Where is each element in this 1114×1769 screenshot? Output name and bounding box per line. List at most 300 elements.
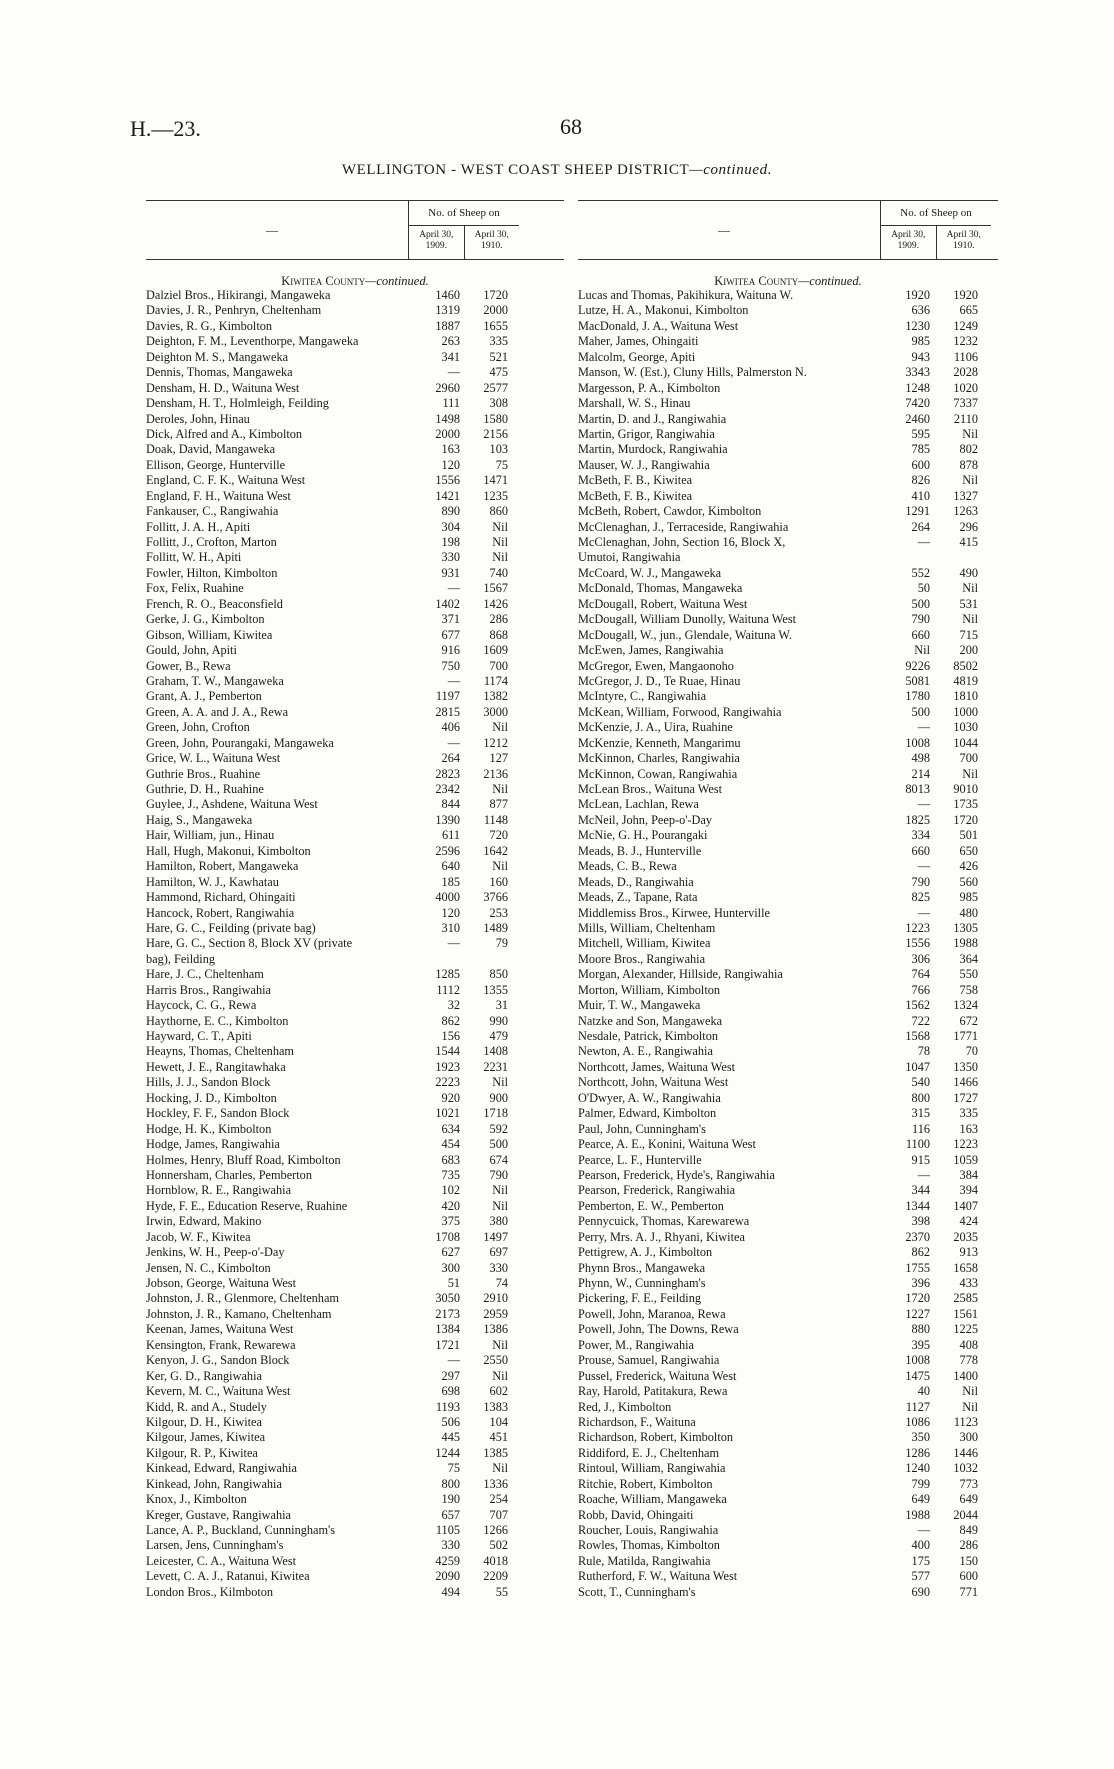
sheep-1910: 1232 (953, 334, 978, 349)
sheep-1909: 214 (911, 766, 930, 781)
owner-name: Moore Bros., Rangiwahia (578, 951, 706, 966)
sheep-1909: 185 (441, 874, 460, 889)
sheep-1909: 2173 (435, 1306, 460, 1321)
owner-name: Hare, G. C., Section 8, Block XV (private (146, 936, 353, 951)
sheep-1909: — (917, 1523, 930, 1537)
sheep-1910: 790 (489, 1167, 508, 1182)
owner-name: England, F. H., Waituna West (146, 488, 291, 503)
sheep-1909: 163 (441, 442, 460, 457)
sheep-count-header: No. of Sheep on April 30, 1909. April 30, 1910. (408, 201, 519, 259)
table-row (578, 1430, 998, 1445)
table-row (578, 921, 998, 936)
owner-name: McKenzie, J. A., Uira, Ruahine (578, 720, 733, 735)
table-row (578, 396, 998, 411)
sheep-1909: 920 (441, 1090, 460, 1105)
sheep-1910: 79 (495, 936, 508, 951)
sheep-1910: 1567 (483, 581, 508, 596)
sheep-1909: 1708 (435, 1229, 460, 1244)
sheep-1910: 1324 (953, 998, 978, 1013)
sheep-1909: 4259 (435, 1553, 460, 1568)
sheep-1909: 297 (441, 1368, 460, 1383)
owner-name: Pennycuick, Thomas, Karewarewa (578, 1214, 750, 1229)
right-table-header (578, 201, 998, 260)
sheep-1910: 286 (489, 612, 508, 627)
owner-name: Mauser, W. J., Rangiwahia (578, 457, 710, 472)
owner-name: McKean, William, Forwood, Rangiwahia (578, 704, 782, 719)
table-row (578, 1261, 998, 1276)
sheep-1910: 74 (495, 1276, 508, 1290)
sheep-1910: 773 (959, 1476, 978, 1491)
table-row (578, 1168, 998, 1183)
sheep-1909: 2460 (905, 411, 930, 426)
table-row (578, 442, 998, 457)
table-row (578, 504, 998, 519)
header-blank: — (718, 223, 730, 237)
owner-name: Hornblow, R. E., Rangiwahia (146, 1183, 292, 1198)
owner-name: Hocking, J. D., Kimbolton (146, 1090, 277, 1105)
table-row (146, 1353, 564, 1368)
sheep-1910: 3000 (483, 704, 508, 719)
table-row (146, 1183, 564, 1198)
sheep-1910: 451 (489, 1430, 508, 1445)
table-row (146, 906, 564, 921)
sheep-1909: 8013 (905, 782, 930, 796)
sheep-1910: Nil (492, 1183, 508, 1198)
owner-name: Ker, G. D., Rangiwahia (146, 1368, 262, 1383)
sheep-1909: 1227 (905, 1306, 930, 1321)
table-row (578, 1353, 998, 1368)
sheep-1909: 800 (441, 1476, 460, 1491)
sheep-1910: 479 (489, 1029, 508, 1043)
sheep-1910: Nil (492, 519, 508, 534)
owner-name: McLean, Lachlan, Rewa (578, 797, 699, 812)
table-row (146, 1137, 564, 1152)
table-row (146, 1554, 564, 1569)
sheep-1910: 1920 (953, 288, 978, 302)
table-row (146, 921, 564, 936)
sheep-1910: 1235 (483, 488, 508, 503)
table-row (146, 736, 564, 751)
table-row (578, 1307, 998, 1322)
sheep-1909: 375 (441, 1214, 460, 1229)
sheep-1910: Nil (492, 782, 508, 796)
table-row (578, 1477, 998, 1492)
table-row (146, 983, 564, 998)
sheep-1909: 304 (441, 519, 460, 534)
sheep-1909: 1498 (435, 411, 460, 426)
table-row (146, 859, 564, 874)
sheep-1910: 2028 (953, 365, 978, 380)
sheep-1910: 700 (959, 751, 978, 766)
sheep-1909: 890 (441, 504, 460, 519)
table-row (146, 319, 564, 334)
table-row (146, 1014, 564, 1029)
sheep-1910: 1355 (483, 982, 508, 997)
sheep-1910: 1497 (483, 1229, 508, 1244)
sheep-1910: 1642 (483, 843, 508, 858)
owner-name: Scott, T., Cunningham's (578, 1584, 696, 1599)
table-row (578, 350, 998, 365)
owner-name: London Bros., Kilmboton (146, 1584, 274, 1599)
sheep-1910: 602 (489, 1384, 508, 1399)
owner-name: Middlemiss Bros., Kirwee, Hunterville (578, 905, 770, 920)
sheep-1909: 1390 (435, 812, 460, 827)
table-row (146, 705, 564, 720)
sheep-1910: 802 (959, 442, 978, 457)
table-row (578, 1322, 998, 1337)
sheep-1909: 1475 (905, 1368, 930, 1383)
owner-name: Rule, Matilda, Rangiwahia (578, 1553, 711, 1568)
owner-name: Jenkins, W. H., Peep-o'-Day (146, 1245, 285, 1260)
table-row (146, 689, 564, 704)
owner-name: Lucas and Thomas, Pakihikura, Waituna W. (578, 288, 794, 302)
table-row (578, 535, 998, 550)
owner-name: Ellison, George, Hunterville (146, 457, 286, 472)
sheep-1909: 1230 (905, 318, 930, 333)
sheep-1910: 1471 (483, 473, 508, 488)
page-identifier: H.—23. (130, 116, 201, 141)
table-row (578, 1585, 998, 1600)
county-heading: Kiwitea County—continued. (714, 274, 862, 288)
sheep-1910: 1735 (953, 797, 978, 812)
sheep-1910: 8502 (953, 658, 978, 673)
sheep-1909: 735 (441, 1167, 460, 1182)
owner-name: Jobson, George, Waituna West (146, 1276, 297, 1290)
owner-name: Roache, William, Mangaweka (578, 1492, 727, 1507)
table-row (578, 1400, 998, 1415)
sheep-1909: 1105 (435, 1523, 460, 1537)
sheep-1909: 341 (441, 349, 460, 364)
sheep-1910: 1426 (483, 596, 508, 611)
sheep-1909: 78 (917, 1044, 930, 1059)
table-row (578, 1137, 998, 1152)
table-row (578, 1508, 998, 1523)
sheep-1909: 943 (911, 349, 930, 364)
sheep-1909: 120 (441, 457, 460, 472)
table-row (146, 1307, 564, 1322)
table-row (578, 875, 998, 890)
sheep-1909: 500 (911, 704, 930, 719)
sheep-1910: 850 (489, 967, 508, 982)
table-row (578, 612, 998, 627)
owner-name: Perry, Mrs. A. J., Rhyani, Kiwitea (578, 1229, 745, 1244)
sheep-1910: 160 (489, 874, 508, 889)
sheep-1910: Nil (492, 859, 508, 874)
table-row (578, 767, 998, 782)
owner-name: Gerke, J. G., Kimbolton (146, 612, 265, 627)
sheep-1909: 1568 (905, 1029, 930, 1043)
sheep-1909: — (917, 1167, 930, 1182)
owner-name: Hair, William, jun., Hinau (146, 828, 275, 843)
owner-name: McDonald, Thomas, Mangaweka (578, 581, 743, 596)
owner-name: Morgan, Alexander, Hillside, Rangiwahia (578, 967, 783, 982)
sheep-1910: 2231 (483, 1059, 508, 1074)
table-row (146, 489, 564, 504)
sheep-1910: 1446 (953, 1445, 978, 1460)
sheep-1909: 7420 (905, 396, 930, 411)
right-column (578, 200, 998, 1600)
table-row (578, 520, 998, 535)
owner-name: Rintoul, William, Rangiwahia (578, 1461, 726, 1476)
table-row (578, 597, 998, 612)
sheep-1910: 1720 (483, 288, 508, 302)
sheep-1909: 116 (912, 1121, 930, 1136)
sheep-1910: 649 (959, 1492, 978, 1507)
sheep-1910: 758 (959, 982, 978, 997)
sheep-1910: 849 (959, 1523, 978, 1537)
sheep-1909: 1544 (435, 1044, 460, 1059)
sheep-1909: 636 (911, 303, 930, 318)
sheep-1909: 1755 (905, 1260, 930, 1275)
sheep-1909: — (447, 673, 460, 688)
table-row (146, 1415, 564, 1430)
sheep-1910: 1382 (483, 689, 508, 704)
sheep-1910: 1148 (483, 812, 508, 827)
owner-name: Jensen, N. C., Kimbolton (146, 1260, 271, 1275)
sheep-1910: 424 (959, 1214, 978, 1229)
sheep-1909: 577 (911, 1569, 930, 1584)
owner-name: McKinnon, Cowan, Rangiwahia (578, 766, 738, 781)
owner-name: Hyde, F. E., Education Reserve, Ruahine (146, 1198, 348, 1213)
owner-name: Levett, C. A. J., Ratanui, Kiwitea (146, 1569, 310, 1584)
table-row (578, 1369, 998, 1384)
sheep-1909: 766 (911, 982, 930, 997)
owner-name: McDougall, W., jun., Glendale, Waituna W. (578, 627, 792, 642)
table-row (146, 566, 564, 581)
owner-name: Grice, W. L., Waituna West (146, 751, 281, 766)
owner-name: Hamilton, Robert, Mangaweka (146, 859, 299, 874)
sheep-1910: 860 (489, 504, 508, 519)
owner-name: McLean Bros., Waituna West (578, 782, 723, 796)
owner-name: Richardson, Robert, Kimbolton (578, 1430, 734, 1445)
sheep-1910: 531 (959, 596, 978, 611)
owner-name: McGregor, Ewen, Mangaonoho (578, 658, 734, 673)
table-row (146, 504, 564, 519)
owner-name: Manson, W. (Est.), Cluny Hills, Palmerston N. (578, 365, 807, 380)
sheep-1909: 1402 (435, 596, 460, 611)
owner-name: England, C. F. K., Waituna West (146, 473, 306, 488)
sheep-1909: 75 (447, 1461, 460, 1476)
sheep-1909: 263 (441, 334, 460, 349)
sheep-1909: 750 (441, 658, 460, 673)
owner-name: Graham, T. W., Mangaweka (146, 673, 284, 688)
sheep-1909: — (917, 720, 930, 735)
table-row (578, 967, 998, 982)
sheep-1909: 1086 (905, 1414, 930, 1429)
sheep-1910: 1327 (953, 488, 978, 503)
sheep-1909: 595 (911, 426, 930, 441)
sheep-1910: 2035 (953, 1229, 978, 1244)
owner-name: McDougall, Robert, Waituna West (578, 596, 748, 611)
owner-name: Honnersham, Charles, Pemberton (146, 1167, 312, 1182)
sheep-1910: 490 (959, 565, 978, 580)
table-row (578, 689, 998, 704)
col-1910-header: April 30, 1910. (464, 226, 520, 259)
sheep-1910: 560 (959, 874, 978, 889)
sheep-1910: 877 (489, 797, 508, 812)
table-row (578, 1014, 998, 1029)
table-row (146, 875, 564, 890)
sheep-1910: 75 (495, 457, 508, 472)
page-number: 68 (560, 114, 582, 139)
sheep-1910: 1044 (953, 735, 978, 750)
owner-name: Prouse, Samuel, Rangiwahia (578, 1353, 720, 1368)
sheep-1909: 350 (911, 1430, 930, 1445)
table-row (146, 442, 564, 457)
sheep-1910: 254 (489, 1492, 508, 1507)
owner-name: McEwen, James, Rangiwahia (578, 643, 724, 658)
owner-name: Green, John, Pourangaki, Mangaweka (146, 735, 334, 750)
sheep-1910: 1305 (953, 920, 978, 935)
table-row (146, 412, 564, 427)
owner-name: Kensington, Frank, Rewarewa (146, 1337, 296, 1352)
owner-name: Rowles, Thomas, Kimbolton (578, 1538, 720, 1553)
table-row (578, 890, 998, 905)
table-row (146, 720, 564, 735)
owner-name: Umutoi, Rangiwahia (578, 550, 681, 565)
sheep-1909: 1887 (435, 318, 460, 333)
sheep-1910: Nil (492, 1461, 508, 1476)
sheep-1910: 1249 (953, 318, 978, 333)
owner-name: Malcolm, George, Apiti (578, 349, 696, 364)
owner-name: Martin, Murdock, Rangiwahia (578, 442, 728, 457)
sheep-1910: 521 (489, 349, 508, 364)
owner-name: Deighton M. S., Mangaweka (146, 349, 289, 364)
owner-name: Follitt, J., Crofton, Marton (146, 535, 277, 549)
table-row (146, 998, 564, 1013)
sheep-1910: 2577 (483, 380, 508, 395)
table-row (146, 381, 564, 396)
sheep-1909: 4000 (435, 890, 460, 905)
sheep-1910: 1212 (483, 735, 508, 750)
sheep-1909: 3050 (435, 1291, 460, 1306)
sheep-1909: Nil (914, 643, 930, 658)
sheep-1909: 506 (441, 1414, 460, 1429)
sheep-1909: 2342 (435, 782, 460, 796)
table-row (578, 319, 998, 334)
owner-name: Kidd, R. and A., Studely (146, 1399, 267, 1414)
table-row (146, 520, 564, 535)
sheep-1909: 844 (441, 797, 460, 812)
sheep-1910: 665 (959, 303, 978, 318)
sheep-1910: 1223 (953, 1137, 978, 1152)
table-row (578, 1245, 998, 1260)
sheep-1910: 335 (489, 334, 508, 349)
sheep-1910: 1810 (953, 689, 978, 704)
sheep-1910: 1336 (483, 1476, 508, 1491)
sheep-1910: 1032 (953, 1461, 978, 1476)
sheep-1909: 1421 (435, 488, 460, 503)
sheep-1910: 296 (959, 519, 978, 534)
owner-name: Kilgour, R. P., Kiwitea (146, 1445, 258, 1460)
owner-name: Pearson, Frederick, Hyde's, Rangiwahia (578, 1167, 775, 1182)
sheep-1910: 3766 (483, 890, 508, 905)
sheep-1909: 880 (911, 1322, 930, 1337)
owner-name: McGregor, J. D., Te Ruae, Hinau (578, 673, 741, 688)
owner-name: Kinkead, Edward, Rangiwahia (146, 1461, 297, 1476)
table-row (146, 1091, 564, 1106)
owner-name: McNie, G. H., Pourangaki (578, 828, 708, 843)
owner-name: McClenaghan, John, Section 16, Block X, (578, 535, 786, 549)
sheep-1910: 550 (959, 967, 978, 982)
table-row (578, 412, 998, 427)
sheep-1910: 1655 (483, 318, 508, 333)
sheep-1910: 674 (489, 1152, 508, 1167)
sheep-1910: 1400 (953, 1368, 978, 1383)
sheep-1909: 111 (442, 396, 460, 411)
owner-name: Red, J., Kimbolton (578, 1399, 672, 1414)
sheep-1910: 1408 (483, 1044, 508, 1059)
owner-name: Ritchie, Robert, Kimbolton (578, 1476, 713, 1491)
table-row (146, 751, 564, 766)
sheep-1910: 163 (959, 1121, 978, 1136)
sheep-1909: 799 (911, 1476, 930, 1491)
table-row (578, 1338, 998, 1353)
sheep-1909: 627 (441, 1245, 460, 1260)
sheep-1910: 1106 (953, 349, 978, 364)
owner-name: Martin, Grigor, Rangiwahia (578, 426, 715, 441)
table-row (578, 1446, 998, 1461)
sheep-1910: 1561 (953, 1306, 978, 1321)
sheep-1909: 690 (911, 1584, 930, 1599)
left-column (146, 200, 564, 1600)
table-row (578, 1384, 998, 1399)
sheep-1910: 70 (965, 1044, 978, 1059)
table-row (146, 1461, 564, 1476)
table-row (578, 659, 998, 674)
sheep-1909: 698 (441, 1384, 460, 1399)
sheep-1909: 1988 (905, 1507, 930, 1522)
table-row (578, 458, 998, 473)
table-row (146, 1569, 564, 1584)
sheep-1910: 2910 (483, 1291, 508, 1306)
owner-name: Densham, H. T., Holmleigh, Feilding (146, 396, 329, 411)
table-row (146, 396, 564, 411)
owner-name: Grant, A. J., Pemberton (146, 689, 262, 704)
table-row (578, 782, 998, 797)
sheep-1909: — (917, 905, 930, 920)
owner-name: Maher, James, Ohingaiti (578, 334, 699, 349)
table-row (146, 1477, 564, 1492)
owner-name: Natzke and Son, Mangaweka (578, 1013, 723, 1028)
table-row (146, 1153, 564, 1168)
sheep-1910: 1385 (483, 1445, 508, 1460)
owner-name: McNeil, John, Peep-o'-Day (578, 812, 713, 827)
owner-name: Mills, William, Cheltenham (578, 920, 716, 935)
table-row (146, 1400, 564, 1415)
table-row (578, 1523, 998, 1538)
sheep-1910: 697 (489, 1245, 508, 1260)
table-row (578, 628, 998, 643)
table-row (146, 334, 564, 349)
table-row (146, 659, 564, 674)
sheep-1909: 1285 (435, 967, 460, 982)
sheep-1909: 1923 (435, 1059, 460, 1074)
sheep-1910: 600 (959, 1569, 978, 1584)
sheep-1909: — (917, 797, 930, 812)
sheep-1909: 420 (441, 1198, 460, 1213)
table-row (146, 1585, 564, 1600)
table-row (578, 936, 998, 951)
owner-name: McClenaghan, J., Terraceside, Rangiwahia (578, 519, 789, 534)
owner-name: Richardson, F., Waituna (578, 1414, 696, 1429)
sheep-1910: 2044 (953, 1507, 978, 1522)
sheep-1910: 1123 (953, 1414, 978, 1429)
sheep-1910: 715 (959, 627, 978, 642)
owner-name: Ray, Harold, Patitakura, Rewa (578, 1384, 728, 1399)
table-row (578, 828, 998, 843)
owner-name: Fowler, Hilton, Kimbolton (146, 565, 278, 580)
